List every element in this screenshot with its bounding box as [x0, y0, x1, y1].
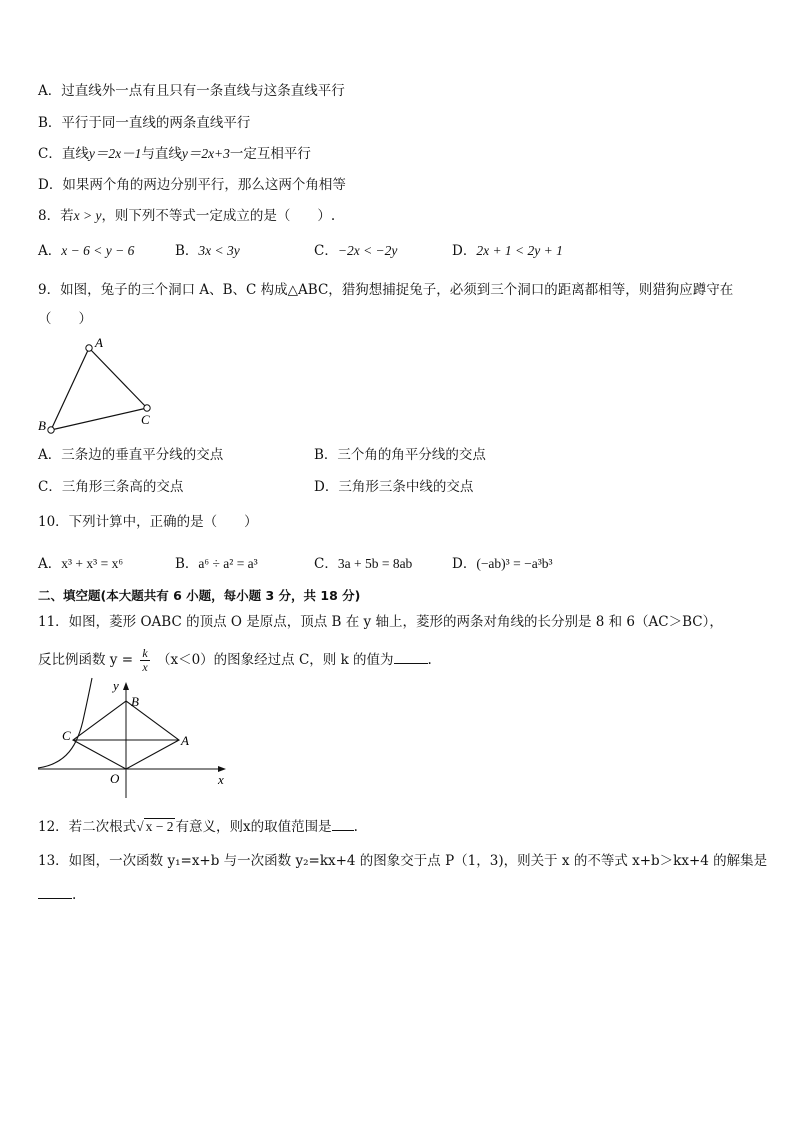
q11-line2-end: .: [427, 652, 432, 668]
q7-option-c: [38, 144, 311, 164]
q11-line1: 11．如图，菱形 OABC 的顶点 O 是原点，顶点 B 在 y 轴上，菱形的两条对角线的长分别是 8 和 6（AC＞BC），: [38, 614, 723, 630]
q10-option-d: [452, 554, 553, 574]
hyperbola-curve: [38, 678, 92, 768]
q8-option-d-text: 2x + 1 < 2y + 1: [476, 243, 563, 258]
q8-option-c-label: C．: [314, 243, 338, 259]
q7-option-c-mid: 与直线: [141, 146, 182, 162]
q12-answer-blank[interactable]: [332, 816, 354, 831]
q9-option-a: A．三条边的垂直平分线的交点: [38, 447, 224, 463]
q11-fraction-numerator: k: [142, 646, 148, 660]
q11-answer-blank[interactable]: [394, 649, 428, 664]
q10-option-a: [38, 554, 123, 574]
label-a: A: [181, 733, 189, 748]
label-c: C: [141, 412, 150, 427]
q10-stem: 10．下列计算中，正确的是（ ）: [38, 514, 258, 530]
q8-stem: [38, 206, 335, 226]
q13-line2-end: .: [72, 887, 77, 903]
q8-option-b-label: B．: [175, 243, 199, 259]
q10-option-a-label: A．: [38, 556, 62, 572]
q7-option-d: D．如果两个角的两边分别平行，那么这两个角相等: [38, 177, 346, 193]
q10-option-c-label: C．: [314, 556, 338, 572]
q13-answer-blank[interactable]: [38, 884, 72, 899]
q10-option-b-text: a⁶ ÷ a² = a³: [198, 556, 258, 571]
label-b: B: [131, 694, 139, 709]
q10-option-d-text: (−ab)³ = −a³b³: [476, 556, 553, 571]
y-axis-arrow: [123, 682, 129, 690]
q13-line1: 13．如图，一次函数 y₁=x+b 与一次函数 y₂=kx+4 的图象交于点 P（1，3)，则关于 x 的不等式 x+b＞kx+4 的解集是: [38, 853, 768, 869]
q9-option-c: C．三角形三条高的交点: [38, 479, 184, 495]
q7-option-c-post: 一定互相平行: [229, 146, 311, 162]
q9-option-b: B．三个角的角平分线的交点: [314, 447, 486, 463]
hole-a: [86, 345, 92, 351]
q12: [38, 816, 358, 837]
section-2-title: 二、填空题(本大题共有 6 小题，每小题 3 分，共 18 分): [38, 588, 361, 603]
q11-line2-post: （x＜0）的图象经过点 C，则 k 的值为: [156, 652, 394, 668]
q10-option-d-label: D．: [452, 556, 477, 572]
q12-end: .: [353, 819, 358, 835]
q11-fraction: [140, 647, 149, 674]
q7-option-a: A．过直线外一点有且只有一条直线与这条直线平行: [38, 83, 345, 99]
q8-option-c-text: −2x < −2y: [337, 243, 398, 258]
q7-option-b: B．平行于同一直线的两条直线平行: [38, 115, 251, 131]
q7-option-c-eq1: y＝2x－1: [88, 146, 142, 161]
q8-option-b: [175, 241, 240, 261]
q8-condition: x > y: [73, 208, 102, 223]
q8-option-d: [452, 241, 563, 261]
label-b: B: [38, 418, 46, 433]
q10-option-c: [314, 554, 412, 574]
q9-triangle-figure: [30, 335, 170, 440]
q8-option-a-text: x − 6 < y − 6: [61, 243, 135, 258]
q8-option-c: [314, 241, 397, 261]
q8-option-a: [38, 241, 134, 261]
q9-stem-line2: （ ）: [38, 311, 92, 327]
q13-line2: [38, 884, 76, 905]
q10-option-a-text: x³ + x³ = x⁶: [61, 556, 124, 571]
q9-option-d: D．三角形三条中线的交点: [314, 479, 474, 495]
hole-c: [144, 405, 150, 411]
label-y: y: [113, 678, 119, 693]
label-o: O: [110, 771, 120, 786]
q8-stem-pre: 8．若: [38, 208, 74, 224]
q8-option-d-label: D．: [452, 243, 477, 259]
q11-line2: [38, 647, 432, 674]
label-x: x: [218, 772, 224, 787]
q7-option-c-eq2: y＝2x+3: [181, 146, 230, 161]
q8-option-b-text: 3x < 3y: [198, 243, 240, 258]
triangle-abc: [51, 348, 147, 430]
q11-rhombus-figure: [36, 676, 236, 802]
label-c: C: [62, 728, 71, 743]
q12-pre: 12．若二次根式: [38, 819, 137, 835]
q10-option-b: [175, 554, 258, 574]
q8-stem-post: ，则下列不等式一定成立的是（ ）.: [101, 208, 336, 224]
q11-fraction-denominator: x: [142, 660, 148, 674]
q10-option-c-text: 3a + 5b = 8ab: [337, 556, 413, 571]
q11-line2-pre: 反比例函数 y =: [38, 652, 134, 668]
q10-option-b-label: B．: [175, 556, 199, 572]
label-a: A: [95, 335, 103, 350]
q8-option-a-label: A．: [38, 243, 62, 259]
q12-radicand: x − 2: [145, 819, 174, 834]
hole-b: [48, 427, 54, 433]
q7-option-c-pre: C．直线: [38, 146, 89, 162]
q12-post: 有意义，则x的取值范围是: [175, 819, 332, 835]
q9-stem-line1: 9．如图，兔子的三个洞口 A、B、C 构成△ABC，猎狗想捕捉兔子，必须到三个洞口的距离都相等，则猎狗应蹲守在: [38, 282, 734, 298]
q12-radical: √ x − 2: [136, 819, 174, 834]
